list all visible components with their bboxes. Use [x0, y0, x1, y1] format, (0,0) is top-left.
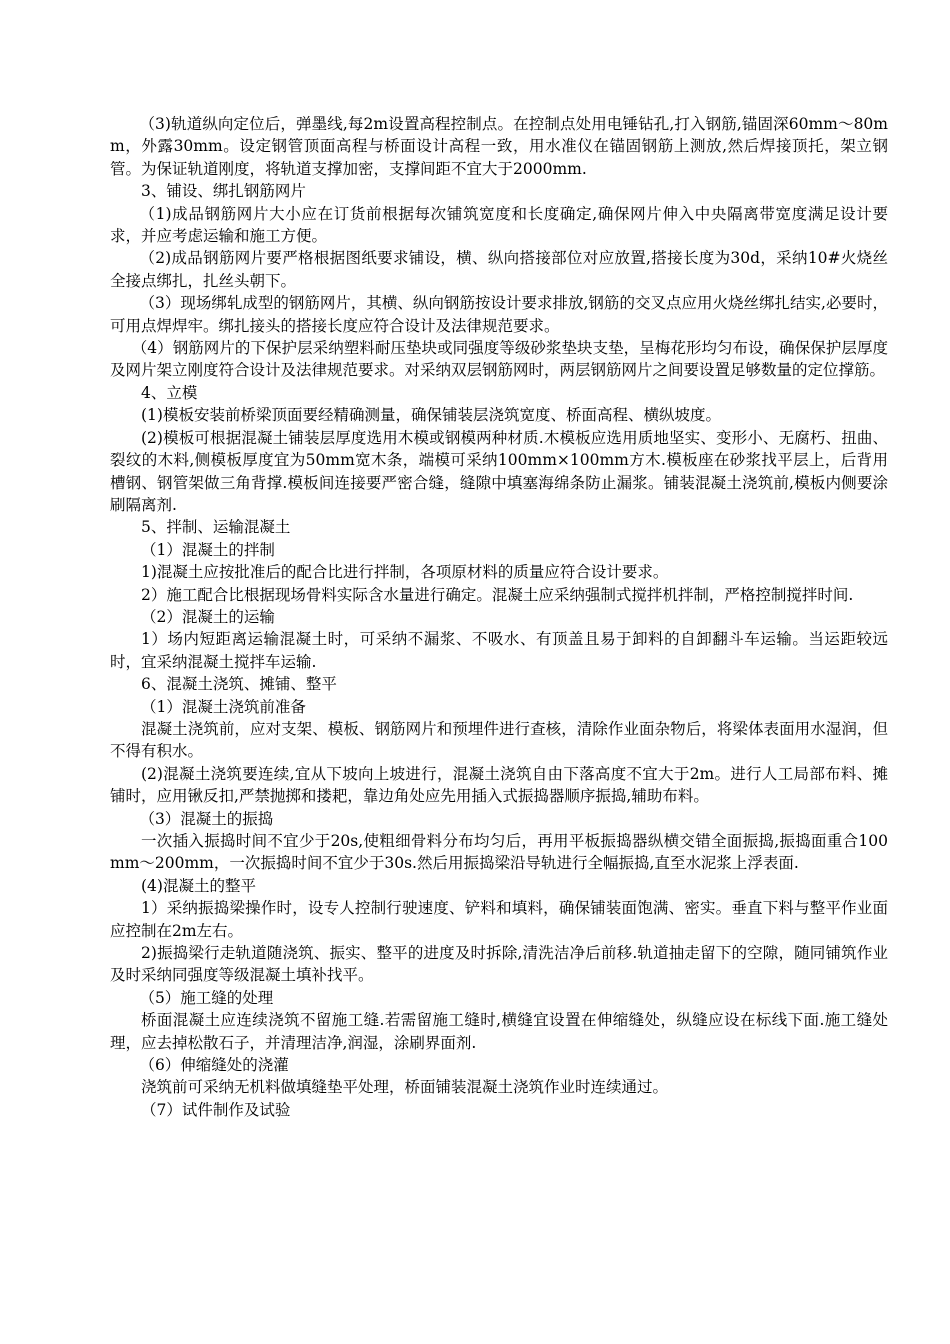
heading-rebar-mesh: 3、铺设、绑扎钢筋网片 — [141, 182, 306, 201]
subheading-preparation: （1）混凝土浇筑前准备 — [141, 697, 306, 716]
subheading-transport: （2）混凝土的运输 — [141, 607, 275, 626]
paragraph-transport: 1）场内短距离运输混凝土时，可采纳不漏浆、不吸水、有顶盖且易于卸料的自卸翻斗车运输。当运距较远时，宜采纳混凝土搅拌车运输. — [110, 630, 888, 671]
subheading-leveling: (4)混凝土的整平 — [141, 876, 256, 895]
paragraph-expansion-joint: 浇筑前可采纳无机料做填缝垫平处理，桥面铺装混凝土浇筑作业时连续通过。 — [141, 1078, 669, 1097]
paragraph-vibration: 一次插入振捣时间不宜少于20s,使粗细骨料分布均匀后，再用平板振捣器纵横交错全面振捣,振捣面重合100mm～200mm，一次振捣时间不宜少于30s.然后用振捣梁沿导轨进行全幅振捣,直至水泥浆上浮表面. — [110, 832, 888, 873]
paragraph-formwork-survey: (1)模板安装前桥梁顶面要经精确测量，确保铺装层浇筑宽度、桥面高程、横纵坡度。 — [141, 406, 721, 425]
paragraph-continuous-pouring: (2)混凝土浇筑要连续,宜从下坡向上坡进行，混凝土浇筑自由下落高度不宜大于2m。进行人工局部布料、摊铺时，应用锹反扣,严禁抛掷和搂耙，靠边角处应先用插入式振捣器顺序振捣,辅助布料。 — [110, 764, 888, 806]
paragraph-mesh-size: （1)成品钢筋网片大小应在订货前根据每次铺筑宽度和长度确定,确保网片伸入中央隔离带宽度满足设计要求，并应考虑运输和施工方便。 — [110, 204, 888, 246]
subheading-specimen-testing: （7）试件制作及试验 — [141, 1100, 291, 1119]
paragraph-formwork-material: (2)模板可根据混凝土铺装层厚度选用木模或钢模两种材质.木模板应选用质地坚实、变形小、无腐朽、扭曲、裂纹的木料,侧模板厚度宜为50mm宽木条，端模可采纳100mm×100mm方木.模板座在砂浆找平层上，后背用槽钢、钢管架做三角背撑.模板间连接要严密合缝，缝隙中填塞海绵条防止漏浆。铺装混凝土浇筑前,模板内侧要涂刷隔离剂. — [110, 428, 888, 514]
subheading-construction-joint: （5）施工缝的处理 — [139, 988, 274, 1007]
paragraph-mesh-tying: （3）现场绑轧成型的钢筋网片，其横、纵向钢筋按设计要求排放,钢筋的交叉点应用火烧丝绑扎结实,必要时，可用点焊焊牢。绑扎接头的搭接长度应符合设计及法律规范要求。 — [110, 294, 888, 335]
paragraph-leveling-beam: 1）采纳振捣梁操作时，设专人控制行驶速度、铲料和填料，确保铺装面饱满、密实。垂直下料与整平作业面应控制在2m左右。 — [110, 899, 888, 940]
paragraph-mesh-laying: （2)成品钢筋网片要严格根据图纸要求铺设，横、纵向搭接部位对应放置,搭接长度为30d，采纳10#火烧丝全接点绑扎，扎丝头朝下。 — [110, 249, 888, 290]
paragraph-construction-joint: 桥面混凝土应连续浇筑不留施工缝.若需留施工缝时,横缝宜设置在伸缩缝处，纵缝应设在标线下面.施工缝处理，应去掉松散石子，并清理洁净,润湿，涂刷界面剂. — [110, 1011, 888, 1052]
heading-mixing-transport: 5、拌制、运输混凝土 — [141, 518, 291, 537]
paragraph-preparation: 混凝土浇筑前，应对支架、模板、钢筋网片和预埋件进行查核，清除作业面杂物后，将梁体表面用水湿润，但不得有积水。 — [110, 719, 888, 761]
subheading-expansion-joint: （6）伸缩缝处的浇灌 — [139, 1056, 289, 1075]
heading-pouring: 6、混凝土浇筑、摊铺、整平 — [141, 675, 337, 694]
subheading-vibration: （3）混凝土的振捣 — [139, 809, 274, 828]
subheading-mixing: （1）混凝土的拌制 — [141, 540, 275, 559]
paragraph-mesh-cover: （4）钢筋网片的下保护层采纳塑料耐压垫块或同强度等级砂浆垫块支垫，呈梅花形均匀布设，确保保护层厚度及网片架立刚度符合设计及法律规范要求。对采纳双层钢筋网时，两层钢筋网片之间要设置足够数量的定位撑筋。 — [110, 339, 888, 380]
paragraph-construction-mix: 2）施工配合比根据现场骨料实际含水量进行确定。混凝土应采纳强制式搅拌机拌制，严格控制搅拌时间. — [141, 585, 854, 604]
paragraph-track-positioning: （3)轨道纵向定位后，弹墨线,每2m设置高程控制点。在控制点处用电锤钻孔,打入钢筋,锚固深60mm～80mm，外露30mm。设定钢管顶面高程与桥面设计高程一致，用水准仪在锚固钢筋上测放,然后焊接顶托，架立钢管。为保证轨道刚度，将轨道支撑加密，支撑间距不宜大于2000mm. — [110, 115, 888, 178]
paragraph-mix-ratio: 1)混凝土应按批准后的配合比进行拌制，各项原材料的质量应符合设计要求。 — [141, 563, 669, 582]
heading-formwork: 4、立模 — [141, 383, 198, 402]
paragraph-track-removal: 2)振捣梁行走轨道随浇筑、振实、整平的进度及时拆除,清洗洁净后前移.轨道抽走留下的空隙，随同铺筑作业及时采纳同强度等级混凝土填补找平。 — [110, 944, 888, 985]
